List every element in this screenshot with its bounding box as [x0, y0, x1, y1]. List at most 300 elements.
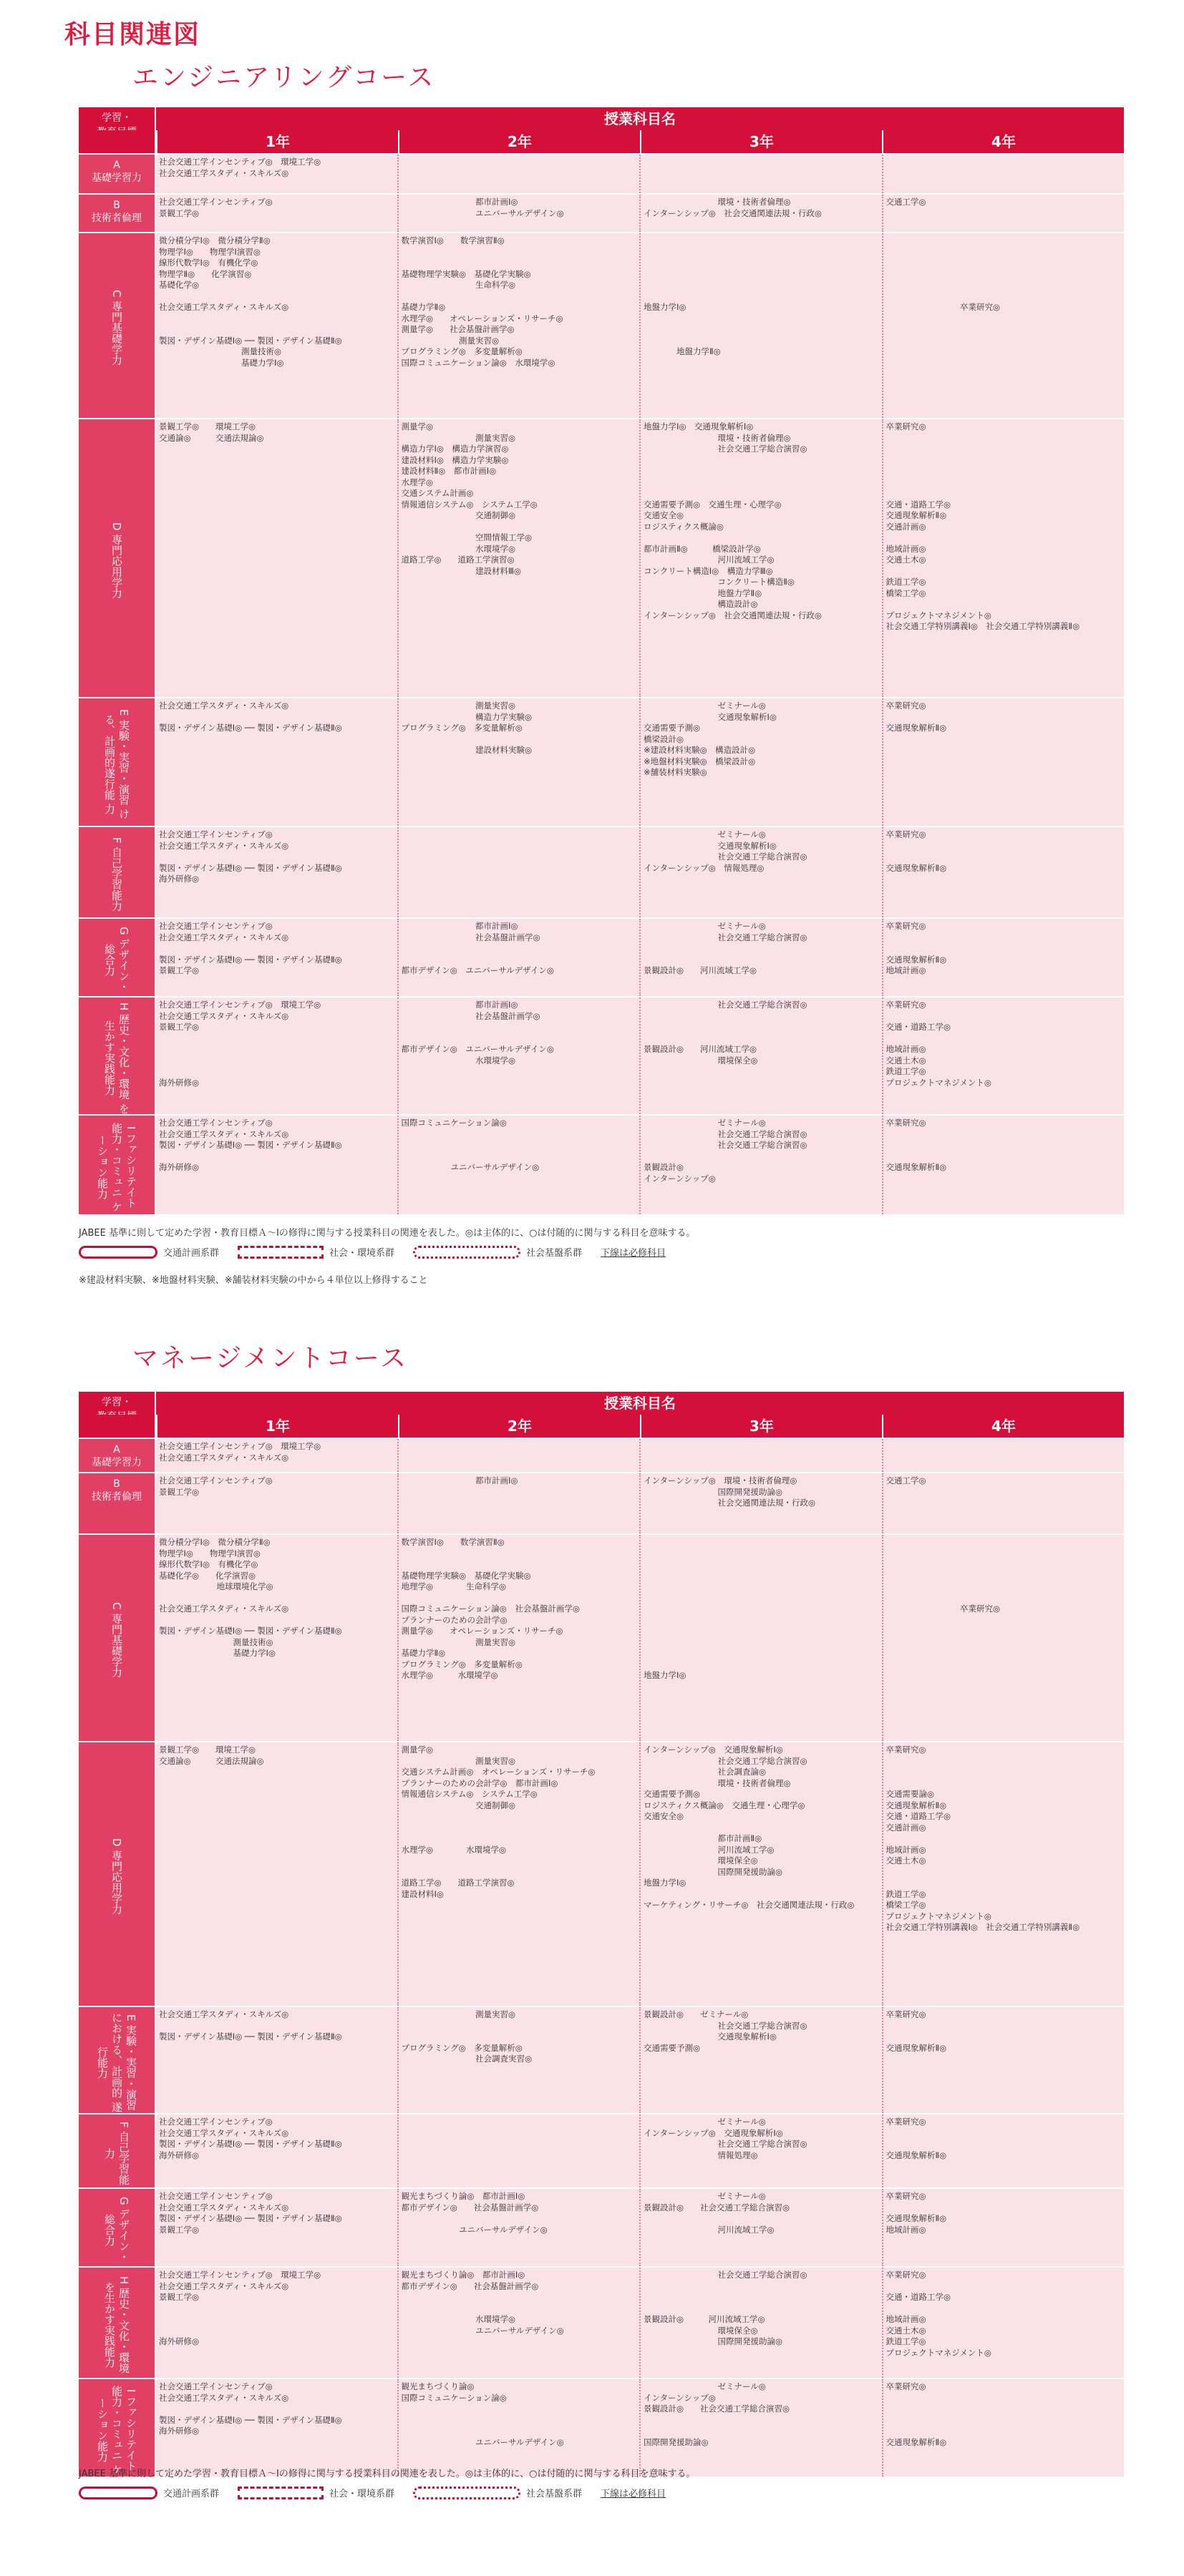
legend-required: 下線は必修科目: [601, 1248, 666, 1259]
year-cell: [397, 1439, 640, 1472]
subject-item: 環境・技術者倫理◎: [644, 432, 791, 443]
subject-item: 地盤力学Ⅰ◎ 交通現象解析Ⅰ◎: [644, 421, 754, 431]
year-header-row: [79, 130, 1124, 153]
year-cell: [156, 2007, 397, 2113]
subject-item: 社会交通工学総合演習◎: [644, 2020, 807, 2031]
subject-item: ※建設材料実験◎ 構造設計◎: [644, 745, 756, 755]
subject-item: [644, 247, 879, 258]
subject-item: 交通現象解析Ⅱ◎: [885, 2150, 947, 2160]
subject-item: 国際コミュニケーション論◎: [401, 2392, 507, 2403]
goal-label-text: F 自己学習能力: [103, 2121, 130, 2185]
year-cell: [397, 1742, 640, 2006]
subject-item: 水理学◎ 水環境学◎: [401, 1844, 507, 1855]
subject-item: 社会交通工学総合演習◎: [644, 1755, 807, 1766]
legend-social-label: 社会・環境系群: [329, 2489, 395, 2499]
goal-row: [79, 1114, 1124, 1214]
subject-item: [159, 2404, 394, 2415]
goal-label: [79, 1116, 156, 1214]
subject-item: インターンシップ◎: [644, 1173, 716, 1184]
goal-label: [79, 2189, 156, 2266]
year-cell: [156, 2189, 397, 2266]
subject-item: プログラミング◎ 多変量解析◎: [401, 2042, 523, 2053]
subject-item: 卒業研究◎: [885, 2117, 926, 2127]
subject-item: 社会交通工学スタディ・スキルズ◎: [159, 1010, 289, 1021]
goal-label-text: H 歴史・文化・環境 を生かす実践能力: [103, 2275, 130, 2374]
goal-row: [79, 193, 1124, 232]
year-cell: [639, 233, 882, 418]
subject-item: [644, 1648, 879, 1659]
subject-item: [644, 291, 879, 303]
subject-item: 景観工学◎ 環境工学◎: [159, 1745, 256, 1755]
subject-item: 社会交通工学総合演習◎: [644, 1140, 807, 1150]
subject-item: [159, 852, 394, 863]
legend-infra: [413, 2486, 582, 2499]
subject-item: [159, 2021, 394, 2032]
goal-row: [79, 697, 1124, 826]
subject-item: [159, 1593, 394, 1604]
table-note: JABEE 基準に則して定めた学習・教育目標Ａ～Ⅰの修得に関与する授業科目の関連を表した。◎は主体的に、○は付随的に関与する科目を意味する。: [79, 2469, 696, 2479]
subjects-header: 授業科目名: [156, 107, 1124, 130]
subject-item: [886, 841, 1122, 852]
subject-item: [402, 1867, 637, 1878]
subject-item: 製図・デザイン基礎Ⅰ◎ ── 製図・デザイン基礎Ⅱ◎: [159, 1626, 342, 1636]
subject-item: 鉄道工学◎: [885, 1066, 926, 1076]
goal-label-text: C 専門基礎学力: [110, 290, 123, 366]
subject-item: [159, 313, 394, 325]
goal-label: [79, 155, 156, 193]
year-cells: [156, 919, 1124, 996]
subject-item: [159, 2326, 394, 2337]
subject-item: [644, 1033, 879, 1045]
subject-item: 交通土木◎: [885, 555, 926, 565]
goal-row: [79, 1438, 1124, 1472]
subject-item: 社会交通工学総合演習◎: [644, 2270, 807, 2280]
subject-item: [886, 1559, 1122, 1571]
subject-item: [886, 2139, 1122, 2150]
subject-item: [402, 522, 637, 533]
subject-item: 社会交通工学スタディ・スキルズ◎: [159, 1452, 289, 1463]
goal-row: [79, 1472, 1124, 1533]
year-cell: [882, 2189, 1125, 2266]
subject-item: 微分積分学Ⅰ◎ 微分積分学Ⅱ◎: [159, 1537, 271, 1547]
year-cell: [639, 698, 882, 826]
year-cell: [397, 155, 640, 193]
year-cell: [639, 2268, 882, 2378]
year-cell: [882, 698, 1125, 826]
subject-item: 社会交通工学スタディ・スキルズ◎: [159, 2392, 289, 2403]
subject-item: 製図・デザイン基礎Ⅰ◎ ── 製図・デザイン基礎Ⅱ◎: [159, 2213, 342, 2223]
subject-item: [886, 2128, 1122, 2140]
subject-item: コンクリート構造Ⅱ◎: [644, 577, 795, 587]
subject-item: [886, 566, 1122, 577]
goal-label: [79, 2379, 156, 2477]
subject-item: 構造力学Ⅰ◎ 構造力学演習◎: [401, 444, 509, 454]
subject-item: 基礎化学◎ 化学演習◎: [159, 1570, 256, 1581]
year-cell: [882, 2268, 1125, 2378]
subject-item: 交通計画◎: [885, 521, 926, 532]
subject-item: ユニバーサルデザイン◎: [401, 1162, 540, 1172]
goal-label-text: A 基礎学習力: [92, 1444, 142, 1468]
goal-row: [79, 917, 1124, 996]
subject-item: 都市デザイン◎ ユニバーサルデザイン◎: [401, 1044, 554, 1054]
subject-item: 社会交通工学インセンティブ◎: [159, 1475, 273, 1485]
goal-row: [79, 2006, 1124, 2113]
legend-social-swatch: [238, 2487, 324, 2499]
subject-item: 社会交通工学スタディ・スキルズ◎: [159, 167, 289, 178]
subject-item: 道路工学◎ 道路工学演習◎: [401, 1878, 515, 1888]
subject-item: インターンシップ◎ 社会交通関連法規・行政◎: [644, 610, 822, 620]
goal-label-text: F 自己学習能力: [110, 837, 123, 912]
subject-item: インターンシップ◎ 社会交通関連法規・行政◎: [644, 208, 822, 218]
subject-item: 測量実習◎: [401, 1755, 516, 1766]
goal-label-text: G デザイン・総合力: [103, 927, 130, 992]
subject-item: 海外研修◎: [159, 1162, 200, 1172]
year-cell: [397, 1473, 640, 1533]
subject-item: 基礎力学Ⅱ◎: [401, 302, 446, 312]
subject-item: 橋梁工学◎: [885, 587, 926, 598]
subject-item: [886, 2031, 1122, 2043]
subject-item: [886, 2303, 1122, 2315]
subject-item: 交通安全◎: [644, 1811, 684, 1821]
subject-item: [886, 433, 1122, 444]
subject-item: 環境保全◎: [644, 1055, 758, 1065]
subject-item: 卒業研究◎: [885, 2270, 926, 2280]
goal-label-text: D 専門応用学力: [110, 1838, 123, 1915]
subject-item: 鉄道工学◎: [885, 577, 926, 587]
subject-item: 社会交通工学インセンティブ◎: [159, 829, 273, 839]
subject-item: [402, 1559, 637, 1571]
legend-social-label: 社会・環境系群: [329, 1248, 395, 1259]
year-cell: [882, 827, 1125, 917]
legend-traffic-swatch: [79, 2487, 157, 2499]
subjects-header: 授業科目名: [156, 1392, 1124, 1415]
subject-item: [886, 2415, 1122, 2426]
subject-item: 国際コミュニケーション論◎ 社会基盤計画学◎: [401, 1604, 580, 1614]
goal-label-text: A 基礎学習力: [92, 160, 142, 184]
subject-item: ユニバーサルデザイン◎: [401, 2325, 564, 2336]
subject-item: [644, 1151, 879, 1163]
subject-item: ロジスティクス概論◎: [644, 521, 724, 532]
subject-item: 交通需要予測◎: [644, 2042, 701, 2053]
subject-item: 製図・デザイン基礎Ⅰ◎ ── 製図・デザイン基礎Ⅱ◎: [159, 335, 342, 346]
subject-item: [644, 269, 879, 280]
subject-item: [886, 1129, 1122, 1141]
year-cell: [882, 1473, 1125, 1533]
subject-item: 交通論◎ 交通法規論◎: [159, 1755, 264, 1766]
subject-item: 地域計画◎: [885, 965, 926, 975]
subject-item: 水環境学◎: [401, 2314, 516, 2324]
year-cell: [397, 2189, 640, 2266]
subject-item: 社会交通工学インセンティブ◎: [159, 2117, 273, 2127]
subject-item: ゼミナール◎: [644, 829, 766, 839]
year-cell: [156, 195, 397, 232]
goal-label: [79, 919, 156, 996]
subject-item: [886, 1833, 1122, 1845]
subject-item: 社会交通工学特別講義Ⅰ◎ 社会交通工学特別講義Ⅱ◎: [885, 1922, 1080, 1932]
subject-item: 交通現象解析Ⅱ◎: [885, 2213, 947, 2223]
subject-item: 地盤力学Ⅰ◎: [644, 302, 686, 312]
subject-item: 交通制御◎: [401, 510, 516, 520]
subject-item: 景観設計◎ 社会交通工学総合演習◎: [644, 2404, 790, 2414]
subject-item: [644, 324, 879, 336]
goal-label: [79, 827, 156, 917]
subject-item: 社会交通工学インセンティブ◎ 環境工学◎: [159, 157, 321, 167]
subject-item: [402, 2404, 637, 2415]
subject-item: 交通現象解析Ⅱ◎: [885, 723, 947, 733]
year-cell: [156, 155, 397, 193]
subject-item: [159, 291, 394, 303]
year-cell: [397, 1535, 640, 1741]
subject-item: [886, 2404, 1122, 2415]
subject-item: 地域計画◎: [885, 1044, 926, 1054]
year-cell: [156, 419, 397, 697]
subject-item: [644, 2303, 879, 2315]
subject-item: インターンシップ◎ 環境・技術者倫理◎: [644, 1475, 797, 1485]
legend-infra-swatch: [413, 2487, 520, 2499]
subject-item: 生命科学◎: [401, 280, 516, 290]
subject-item: [644, 1604, 879, 1615]
subject-item: 地球環境化学◎: [159, 1581, 273, 1591]
subject-item: [886, 1593, 1122, 1604]
subject-item: 交通現象解析Ⅰ◎: [644, 2031, 777, 2041]
legend-infra-label: 社会基盤系群: [526, 2489, 583, 2499]
subject-item: 社会交通工学総合演習◎: [644, 2139, 807, 2149]
subject-item: 測量学◎ オペレーションズ・リサーチ◎: [401, 1626, 563, 1636]
subject-item: プログラミング◎ 多変量解析◎: [401, 1659, 523, 1669]
subject-item: 交通システム計画◎ オペレーションズ・リサーチ◎: [401, 1767, 596, 1777]
year-header: 1年: [156, 1415, 398, 1438]
year-cells: [156, 195, 1124, 232]
year-cell: [639, 827, 882, 917]
subject-item: 橋梁設計◎: [644, 733, 684, 744]
year-cell: [156, 919, 397, 996]
subject-item: ユニバーサルデザイン◎: [401, 2436, 564, 2447]
subject-item: [402, 955, 637, 966]
subject-item: 交通安全◎: [644, 510, 684, 520]
subject-item: 測量実習◎: [401, 432, 516, 443]
subject-item: 製図・デザイン基礎Ⅰ◎ ── 製図・デザイン基礎Ⅱ◎: [159, 2139, 342, 2149]
subject-item: [886, 444, 1122, 455]
subject-item: 基礎力学Ⅰ◎: [159, 1648, 276, 1658]
year-cell: [639, 2379, 882, 2477]
course-title: マネージメントコース: [132, 1344, 408, 1373]
subject-item: 卒業研究◎: [885, 1000, 926, 1010]
subject-item: [886, 455, 1122, 467]
subject-item: 測量実習◎: [401, 1636, 516, 1647]
subject-item: 線形代数学Ⅰ◎ 有機化学◎: [159, 1559, 258, 1569]
subject-item: 卒業研究◎: [885, 302, 1001, 312]
legend-social-swatch: [238, 1246, 324, 1259]
year-cell: [882, 997, 1125, 1114]
subject-item: 都市計画Ⅰ◎: [401, 197, 518, 207]
subject-item: [886, 466, 1122, 477]
subject-item: 卒業研究◎: [885, 1118, 926, 1128]
subject-item: [159, 943, 394, 955]
year-cell: [882, 1439, 1125, 1472]
subject-item: [402, 1548, 637, 1560]
year-cells: [156, 1742, 1124, 2006]
goal-label-text: E 実験・実習・演習 ける、計画的遂行能 力: [103, 708, 130, 819]
subject-item: [644, 2426, 879, 2437]
goal-label: [79, 997, 156, 1114]
subject-item: 観光まちづくり論◎ 都市計画Ⅰ◎: [401, 2270, 525, 2280]
year-cells: [156, 1439, 1124, 1472]
subject-item: 基礎力学Ⅱ◎: [401, 1648, 446, 1658]
subject-item: [886, 235, 1122, 247]
subject-item: ユニバーサルデザイン◎: [401, 208, 564, 218]
subject-item: 製図・デザイン基礎Ⅰ◎ ── 製図・デザイン基礎Ⅱ◎: [159, 2031, 342, 2041]
year-cell: [397, 2007, 640, 2113]
subject-item: 物理学Ⅰ◎ 物理学Ⅰ演習◎: [159, 246, 261, 257]
subject-item: ゼミナール◎: [644, 1118, 766, 1128]
year-cells: [156, 1535, 1124, 1741]
subject-item: 数学演習Ⅰ◎ 数学演習Ⅱ◎: [401, 1537, 505, 1547]
subject-item: [644, 2292, 879, 2303]
subject-item: [886, 852, 1122, 863]
year-cells: [156, 2007, 1124, 2113]
subject-item: [886, 1878, 1122, 1889]
subject-item: 交通現象解析Ⅱ◎: [885, 1800, 947, 1810]
subject-item: 観光まちづくり論◎ 都市計画Ⅰ◎: [401, 2191, 525, 2201]
goal-label-text: B 技術者倫理: [92, 1478, 142, 1503]
year-header: 4年: [882, 1415, 1124, 1438]
subject-item: [644, 477, 879, 489]
subject-item: [644, 532, 879, 544]
goal-row: [79, 2113, 1124, 2187]
year-cell: [639, 2114, 882, 2187]
subject-item: [644, 466, 879, 477]
table-header: [79, 107, 1124, 130]
subject-item: 環境・技術者倫理◎: [644, 1777, 791, 1788]
subject-item: 交通制御◎: [401, 1800, 516, 1810]
subject-item: 建設材料Ⅰ◎: [401, 1888, 444, 1899]
subject-item: [159, 1033, 394, 1045]
subject-item: [159, 1044, 394, 1055]
goal-label: [79, 2268, 156, 2378]
goal-label: [79, 1473, 156, 1533]
subject-item: 国際開発援助論◎: [644, 1486, 783, 1497]
subject-item: [886, 1033, 1122, 1045]
subject-item: 海外研修◎: [159, 874, 200, 884]
goal-row: [79, 2266, 1124, 2378]
year-header: 3年: [640, 130, 882, 153]
subject-item: [402, 247, 637, 258]
subject-item: 卒業研究◎: [885, 921, 926, 931]
year-cell: [882, 1742, 1125, 2006]
goal-header: 学習・: [79, 1392, 156, 1415]
subject-item: 景観設計◎ 河川流域工学◎: [644, 1044, 757, 1054]
subject-item: 基礎化学◎: [159, 280, 200, 290]
subject-item: インターンシップ◎: [644, 2392, 716, 2403]
year-cell: [639, 1439, 882, 1472]
subject-item: 交通現象解析Ⅱ◎: [885, 2042, 947, 2053]
subject-item: 製図・デザイン基礎Ⅰ◎ ── 製図・デザイン基礎Ⅱ◎: [159, 862, 342, 873]
subject-item: [886, 2202, 1122, 2214]
subject-item: 情報通信システム◎ システム工学◎: [401, 499, 538, 509]
year-cell: [397, 233, 640, 418]
goal-label: [79, 1439, 156, 1472]
subject-item: 測量技術◎: [159, 346, 282, 356]
year-cell: [639, 1116, 882, 1214]
subject-item: [402, 1593, 637, 1604]
year-cell: [156, 1439, 397, 1472]
subject-item: 社会交通工学インセンティブ◎ 環境工学◎: [159, 2270, 321, 2280]
subject-item: 製図・デザイン基礎Ⅰ◎ ── 製図・デザイン基礎Ⅱ◎: [159, 723, 342, 733]
year-cell: [882, 919, 1125, 996]
subject-item: [886, 599, 1122, 610]
legend-social: [238, 1245, 394, 1259]
subject-item: [886, 712, 1122, 723]
subject-item: プランナーのための会計学◎: [401, 1614, 508, 1625]
subject-item: 鉄道工学◎: [885, 2336, 926, 2346]
subject-item: 空間情報工学◎: [401, 532, 533, 542]
subject-item: [886, 2393, 1122, 2404]
subject-item: [644, 1637, 879, 1649]
subject-item: 測量技術◎: [159, 1636, 273, 1647]
year-cells: [156, 2379, 1124, 2477]
subject-item: 景観設計◎ 社会交通工学総合演習◎: [644, 2202, 790, 2212]
subject-item: 交通工学◎: [885, 197, 926, 207]
year-cells: [156, 1116, 1124, 1214]
subject-item: [886, 2426, 1122, 2437]
year-cell: [397, 195, 640, 232]
subject-item: 社会交通工学スタディ・スキルズ◎: [159, 2127, 289, 2138]
subject-item: 社会交通関連法規・行政◎: [644, 1498, 816, 1508]
subject-item: 海外研修◎: [159, 1077, 200, 1088]
subject-item: プロジェクトマネジメント◎: [885, 1077, 991, 1088]
subject-item: 環境・技術者倫理◎: [644, 197, 791, 207]
subject-item: [402, 2303, 637, 2315]
subject-item: [886, 1778, 1122, 1790]
legend-required: 下線は必修科目: [601, 2489, 666, 2499]
subject-item: 地域計画◎: [885, 1844, 926, 1855]
year-cell: [397, 2114, 640, 2187]
subject-item: 交通現象解析Ⅰ◎: [644, 840, 777, 851]
goal-label-text: C 専門基礎学力: [110, 1602, 123, 1678]
legend-infra-label: 社会基盤系群: [526, 1248, 583, 1259]
subject-item: 社会交通工学インセンティブ◎: [159, 2191, 273, 2201]
subject-item: 製図・デザイン基礎Ⅰ◎ ── 製図・デザイン基礎Ⅱ◎: [159, 954, 342, 965]
year-cell: [882, 233, 1125, 418]
subject-item: 建設材料Ⅰ◎ 構造力学実験◎: [401, 454, 509, 465]
subject-item: 社会交通工学総合演習◎: [644, 932, 807, 942]
subject-item: [644, 1889, 879, 1901]
table-note: JABEE 基準に則して定めた学習・教育目標Ａ～Ⅰの修得に関与する授業科目の関連を表した。◎は主体的に、○は付随的に関与する科目を意味する。: [79, 1228, 696, 1239]
subject-item: 海外研修◎: [159, 2426, 200, 2436]
subject-item: [159, 2314, 394, 2326]
year-cell: [639, 1473, 882, 1533]
subject-item: [644, 2415, 879, 2426]
goal-row: [79, 2187, 1124, 2266]
subject-item: [886, 1867, 1122, 1878]
subject-item: [644, 1626, 879, 1637]
subject-item: 卒業研究◎: [885, 2009, 926, 2019]
table-header: [79, 1392, 1124, 1415]
year-cells: [156, 2114, 1124, 2187]
legend-infra-swatch: [413, 1246, 520, 1259]
subject-item: [886, 1151, 1122, 1163]
subject-item: 基礎物理学実験◎ 基礎化学実験◎: [401, 268, 531, 279]
subject-item: 社会交通工学スタディ・スキルズ◎: [159, 2280, 289, 2291]
subject-item: 交通論◎ 交通法規論◎: [159, 432, 264, 443]
subject-item: 社会交通工学インセンティブ◎: [159, 2381, 273, 2391]
subject-item: 基礎力学Ⅰ◎: [159, 357, 284, 368]
subject-item: 社会基盤計画学◎: [401, 932, 540, 942]
subject-item: 交通需要予測◎: [644, 723, 701, 733]
year-cell: [639, 1742, 882, 2006]
subject-item: [402, 1129, 637, 1141]
subject-item: [886, 1548, 1122, 1560]
